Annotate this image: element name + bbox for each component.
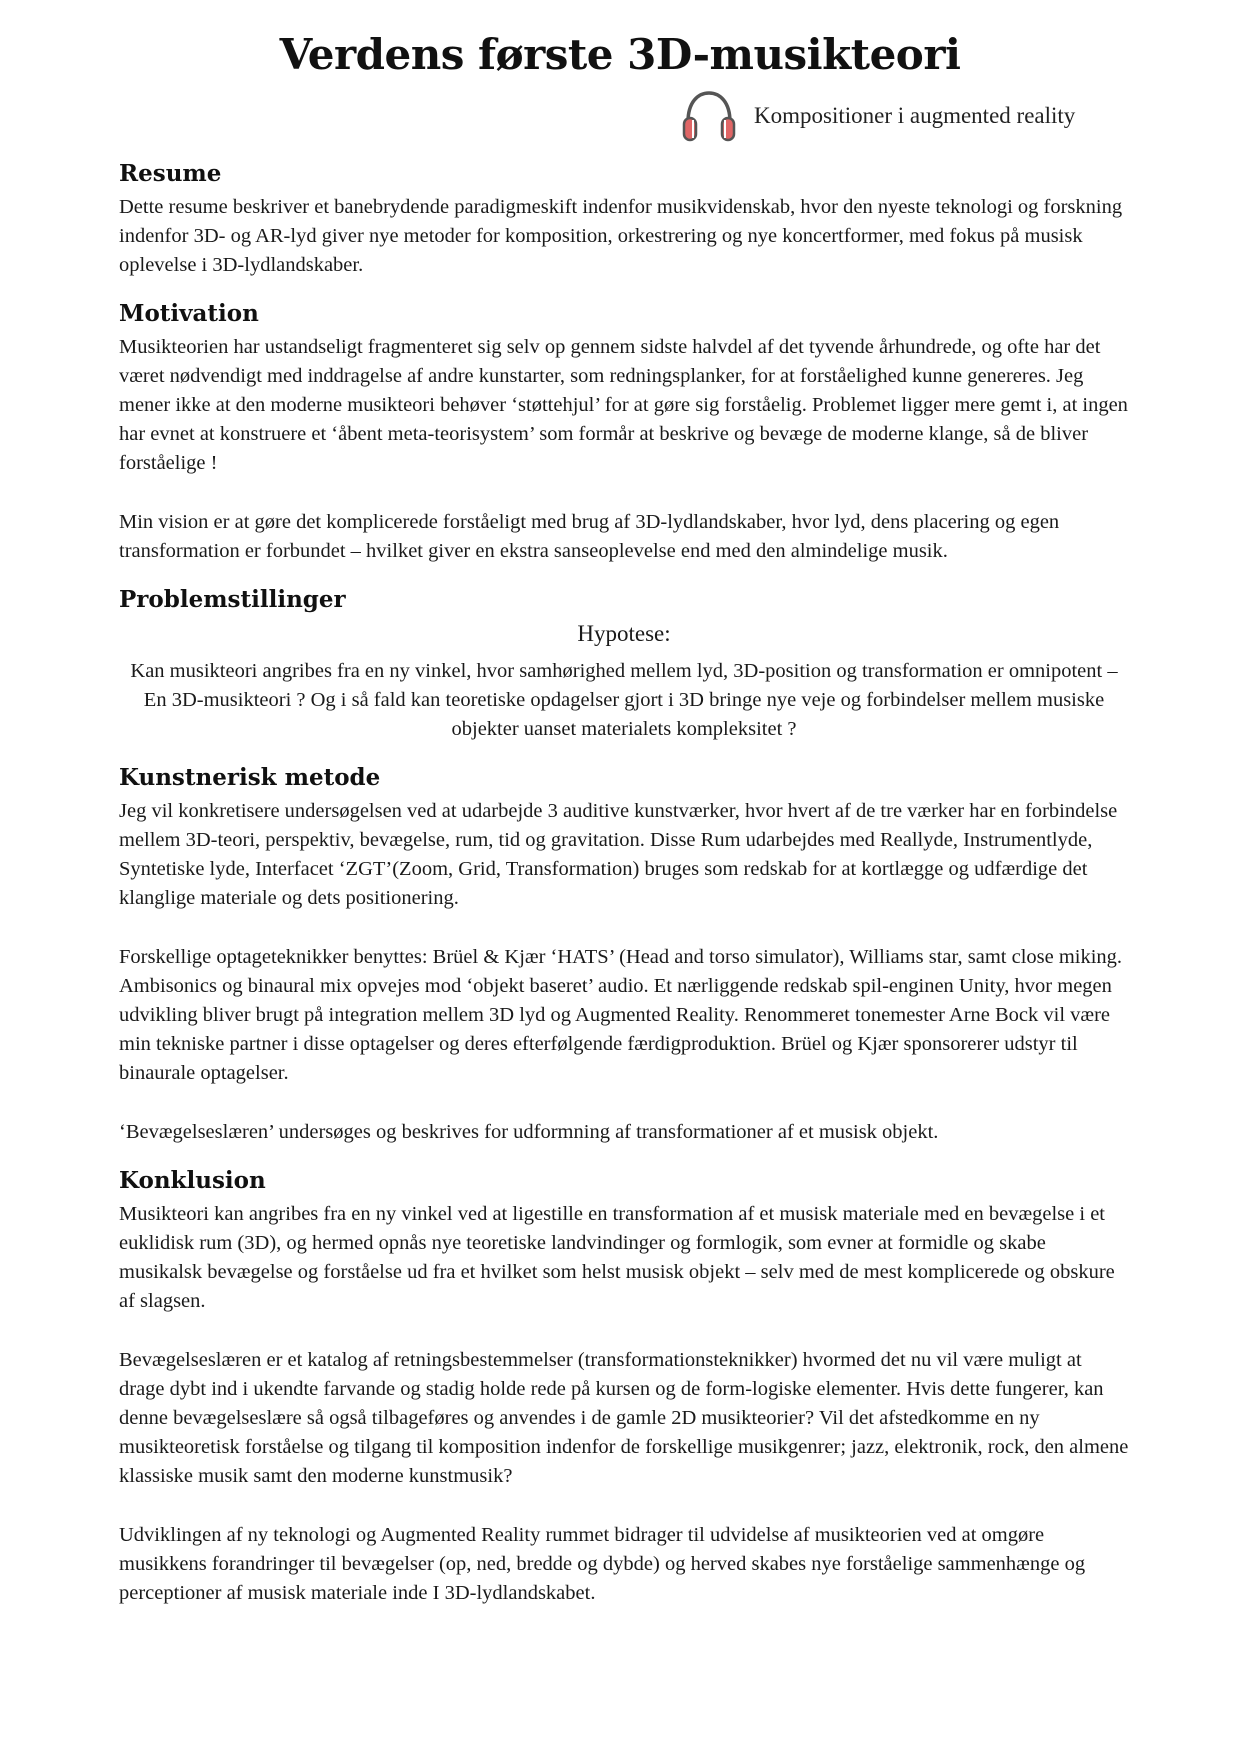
conclusion-paragraph-2: Bevægelseslæren er et katalog af retningsbestemmelser (transformationsteknikker) hvormed det nu vil være muligt at drage dybt ind i ukendte farvande og stadig holde rede på kursen og de form-logiske elementer. Hvis dette fungerer, kan denne bevægelseslære så også tilbageføres og anvendes i de gamle 2D musikteorier? Vil det afstedkomme en ny musikteoretisk forståelse og tilgang til komposition indenfor de forskellige musikgenrer; jazz, elektronik, rock, den almene klassiske musik samt den moderne kunstmusik? [119,1349,1129,1487]
page-title: Verdens første 3D-musikteori [279,30,961,79]
conclusion-paragraph-1: Musikteori kan angribes fra en ny vinkel ved at ligestille en transformation af et musisk materiale med en bevægelse i et euklidisk rum (3D), og hermed opnås nye teoretiske landvindinger og formlogik, som evner at formidle og skabe musikalsk bevægelse og forståelse ud fra et hvilket som helst musisk objekt – selv med de mest komplicerede og obskure af slagsen. [119,1203,1115,1312]
method-paragraph-2: Forskellige optageteknikker benyttes: Brüel & Kjær ‘HATS’ (Head and torso simulator), Williams star, samt close miking. Ambisonics og binaural mix opvejes mod ‘objekt baseret’ audio. Et nærliggende redskab spil-enginen Unity, hvor megen udvikling bliver brugt på integration mellem 3D lyd og Augmented Reality. Renommeret tonemester Arne Bock vil være min tekniske partner i disse optagelser og deres efterfølgende færdigproduktion. Brüel og Kjær sponsorerer udstyr til binaurale optagelser. [119,946,1123,1084]
resume-paragraph: Dette resume beskriver et banebrydende paradigmeskift indenfor musikvidenskab, hvor den nyeste teknologi og forskning indenfor 3D- og AR-lyd giver nye metoder for komposition, orkestrering og nye koncertformer, med fokus på musisk oplevelse i 3D-lydlandskaber. [119,196,1123,276]
heading-method: Kunstnerisk metode [119,764,381,791]
headphones-icon [680,88,738,144]
section-problems [119,586,1129,744]
heading-resume: Resume [119,160,222,187]
conclusion-paragraph-3: Udviklingen af ny teknologi og Augmented Reality rummet bidrager til udvidelse af musikteorien ved at omgøre musikkens forandringer til bevægelser (op, ned, bredde og dybde) og herved skabes nye forståelige sammenhænge og perceptioner af musisk materiale inde I 3D-lydlandskabet. [119,1524,1086,1604]
motivation-paragraph-2: Min vision er at gøre det komplicerede forståeligt med brug af 3D-lydlandskaber, hvor lyd, dens placering og egen transformation er forbundet – hvilket giver en ekstra sanseoplevelse end med den almindelige musik. [119,511,1060,562]
heading-problems: Problemstillinger [119,586,346,613]
hypothesis-text: Kan musikteori angribes fra en ny vinkel, hvor samhørighed mellem lyd, 3D-position og transformation er omnipotent – En 3D-musikteori ? Og i så fald kan teoretiske opdagelser gjort i 3D bringe nye veje og forbindelser mellem musiske objekter uanset materialets kompleksitet ? [130,660,1118,740]
section-motivation [119,300,1129,566]
document-body [119,160,1129,1628]
section-conclusion [119,1167,1129,1608]
heading-motivation: Motivation [119,300,259,327]
page-subtitle: Kompositioner i augmented reality [754,103,1076,128]
motivation-paragraph-1: Musikteorien har ustandseligt fragmenteret sig selv op gennem sidste halvdel af det tyvende århundrede, og ofte har det været nødvendigt med inddragelse af andre kunstarter, som redningsplanker, for at forståelighed kunne genereres. Jeg mener ikke at den moderne musikteori behøver ‘støttehjul’ for at gøre sig forståelig. Problemet ligger mere gemt i, at ingen har evnet at konstruere et ‘åbent meta-teorisystem’ som formår at beskrive og bevæge de moderne klange, så de bliver forståelige ! [119,336,1128,474]
method-paragraph-3: ‘Bevægelseslæren’ undersøges og beskrives for udformning af transformationer af et musisk objekt. [119,1121,939,1143]
subtitle-row [680,88,1075,144]
hypothesis-title: Hypotese: [577,621,671,646]
section-method [119,764,1129,1147]
method-paragraph-1: Jeg vil konkretisere undersøgelsen ved at udarbejde 3 auditive kunstværker, hvor hvert af de tre værker har en forbindelse mellem 3D-teori, perspektiv, bevægelse, rum, tid og gravitation. Disse Rum udarbejdes med Reallyde, Instrumentlyde, Syntetiske lyde, Interfacet ‘ZGT’(Zoom, Grid, Transformation) bruges som redskab for at kortlægge og udfærdige det klanglige materiale og dets positionering. [119,800,1118,909]
heading-conclusion: Konklusion [119,1167,266,1194]
section-resume [119,160,1129,280]
